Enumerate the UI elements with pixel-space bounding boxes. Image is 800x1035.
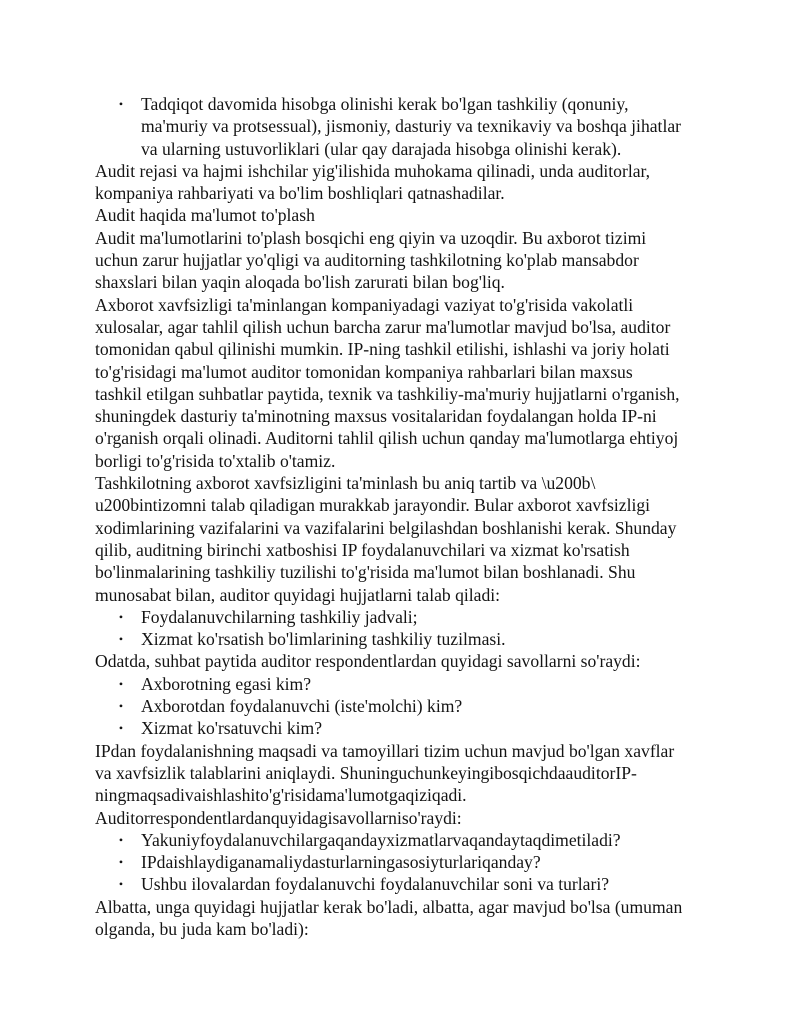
list-item	[95, 717, 720, 739]
bullet-icon: •	[118, 721, 124, 736]
bullet-icon: •	[118, 699, 124, 714]
list-item	[95, 628, 720, 650]
paragraph: IPdan foydalanishning maqsadi va tamoyillari tizim uchun mavjud bo'lgan xavflar va xavfsizlik talablarini aniqlaydi. ShuninguchunkeyingibosqichdaauditorIP- ningmaqsadivaishlashito'g'risidama'lumotgaqiziqadi. Auditorrespondentlardanquyidagisavollarniso'raydi:	[95, 740, 675, 828]
list-item	[95, 873, 720, 895]
list-item	[95, 606, 720, 628]
paragraph: Audit rejasi va hajmi ishchilar yig'ilishida muhokama qilinadi, unda auditorlar, kompaniya rahbariyati va bo'lim boshliqlari qatnashadilar.	[95, 160, 651, 204]
list-item-text: Axborotdan foydalanuvchi (iste'molchi) kim?	[141, 696, 463, 717]
bullet-list	[95, 93, 720, 160]
list-item	[95, 93, 720, 160]
bullet-list	[95, 829, 720, 896]
list-item	[95, 851, 720, 873]
bullet-icon: •	[118, 609, 124, 624]
paragraph: Odatda, suhbat paytida auditor respondentlardan quyidagi savollarni so'raydi:	[95, 651, 641, 672]
list-item-text: Tadqiqot davomida hisobga olinishi kerak bo'lgan tashkiliy (qonuniy, ma'muriy va protsessual), jismoniy, dasturiy va texnikaviy va boshqa jihatlar va ularning ustuvorliklari (ular qay darajada hisobga olinishi kerak).	[141, 94, 681, 159]
paragraph: Albatta, unga quyidagi hujjatlar kerak bo'ladi, albatta, agar mavjud bo'lsa (umuman olganda, bu juda kam bo'ladi):	[95, 896, 683, 939]
list-item-text: Yakuniyfoydalanuvchilargaqandayxizmatlarvaqandaytaqdimetiladi?	[141, 829, 621, 850]
list-item	[95, 829, 720, 851]
list-item	[95, 673, 720, 695]
bullet-icon: •	[118, 877, 124, 892]
section-heading: Audit haqida ma'lumot to'plash	[95, 205, 315, 226]
list-item-text: Axborotning egasi kim?	[141, 673, 312, 694]
list-item-text: Xizmat ko'rsatuvchi kim?	[141, 718, 323, 739]
list-item-text: Foydalanuvchilarning tashkiliy jadvali;	[141, 606, 418, 627]
paragraph: Audit ma'lumotlarini to'plash bosqichi eng qiyin va uzoqdir. Bu axborot tizimi uchun zarur hujjatlar yo'qligi va auditorning tashkilotning ko'plab mansabdor shaxslari bilan yaqin aloqada bo'lish zarurati bilan bog'liq.	[95, 227, 647, 293]
bullet-icon: •	[118, 676, 124, 691]
list-item-text: Xizmat ko'rsatish bo'limlarining tashkiliy tuzilmasi.	[141, 629, 506, 650]
list-item	[95, 695, 720, 717]
paragraph: Tashkilotning axborot xavfsizligini ta'minlash bu aniq tartib va \u200b\ u200bintizomni talab qiladigan murakkab jarayondir. Bular axborot xavfsizligi xodimlarining vazifalarini va vazifalarini belgilashdan boshlanishi kerak. Shunday qilib, auditning birinchi xatboshisi IP foydalanuvchilari va xizmat ko'rsatish bo'linmalarining tashkiliy tuzilishi to'g'risida ma'lumot bilan boshlanadi. Shu munosabat bilan, auditor quyidagi hujjatlarni talab qiladi:	[95, 473, 677, 605]
bullet-icon: •	[118, 855, 124, 870]
list-item-text: IPdaishlaydiganamaliydasturlarningasosiyturlariqanday?	[141, 852, 541, 873]
bullet-icon: •	[118, 832, 124, 847]
bullet-icon: •	[118, 97, 124, 111]
list-item-text: Ushbu ilovalardan foydalanuvchi foydalanuvchilar soni va turlari?	[141, 874, 610, 895]
bullet-list	[95, 673, 720, 740]
paragraph: Axborot xavfsizligi ta'minlangan kompaniyadagi vaziyat to'g'risida vakolatli xulosalar, agar tahlil qilish uchun barcha zarur ma'lumotlar mavjud bo'lsa, auditor tomonidan qabul qilinishi mumkin. IP-ning tashkil etilishi, ishlashi va joriy holati to'g'risidagi ma'lumot auditor tomonidan kompaniya rahbarlari bilan maxsus tashkil etilgan suhbatlar paytida, texnik va tashkiliy-ma'muriy hujjatlarni o'rganish, shuningdek dasturiy ta'minotning maxsus vositalaridan foydalangan holda IP-ni o'rganish orqali olinadi. Auditorni tahlil qilish uchun qanday ma'lumotlarga ehtiyoj borligi to'g'risida to'xtalib o'tamiz.	[95, 294, 680, 471]
document-page	[95, 93, 720, 940]
bullet-icon: •	[118, 632, 124, 647]
bullet-list	[95, 606, 720, 651]
